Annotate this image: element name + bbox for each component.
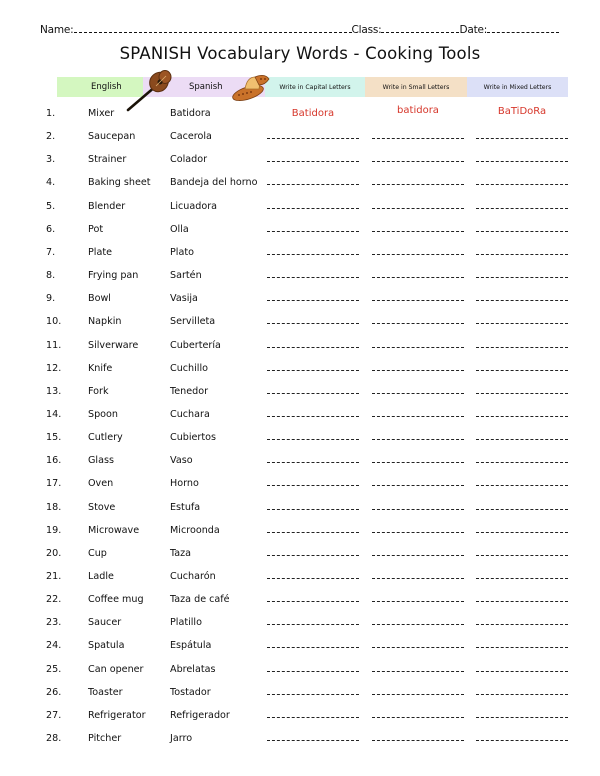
spanish-word: Platillo — [170, 617, 202, 629]
spanish-word: Cuchara — [170, 408, 210, 420]
spanish-word: Servilleta — [170, 316, 216, 328]
vocab-row — [0, 270, 600, 288]
small-answer-blank[interactable] — [372, 138, 464, 139]
spanish-word: Abrelatas — [170, 663, 216, 675]
vocab-row — [0, 363, 600, 381]
capital-answer-blank[interactable] — [267, 370, 359, 371]
english-word: Napkin — [88, 316, 122, 328]
spanish-word: Espátula — [170, 640, 212, 652]
english-word: Blender — [88, 200, 126, 212]
small-answer-blank[interactable] — [372, 462, 464, 463]
vocab-row — [0, 664, 600, 682]
spanish-word: Vasija — [170, 293, 198, 305]
mixed-answer-blank[interactable] — [476, 300, 568, 301]
small-answer-blank[interactable] — [372, 370, 464, 371]
mixed-answer-blank[interactable] — [476, 509, 568, 510]
english-word: Silverware — [88, 339, 139, 351]
capital-answer-blank[interactable] — [267, 138, 359, 139]
mixed-answer-blank[interactable] — [476, 624, 568, 625]
spanish-word: Tostador — [170, 686, 211, 698]
row-number: 28. — [46, 733, 62, 745]
mixed-answer-blank[interactable] — [476, 532, 568, 533]
mixed-answer-blank[interactable] — [476, 231, 568, 232]
student-info-line — [40, 23, 570, 39]
row-number: 18. — [46, 501, 62, 513]
vocab-row — [0, 525, 600, 543]
row-number: 2. — [46, 131, 56, 143]
row-number: 7. — [46, 246, 56, 258]
spanish-word: Cacerola — [170, 131, 212, 143]
mixed-answer-blank[interactable] — [476, 208, 568, 209]
vocab-row — [0, 432, 600, 450]
row-number: 6. — [46, 223, 56, 235]
vocab-row — [0, 409, 600, 427]
small-answer-blank[interactable] — [372, 601, 464, 602]
capital-answer-blank[interactable] — [267, 717, 359, 718]
row-number: 23. — [46, 617, 62, 629]
capital-answer-blank[interactable] — [267, 416, 359, 417]
spanish-word: Estufa — [170, 501, 201, 513]
spanish-word: Licuadora — [170, 200, 218, 212]
small-answer-blank[interactable] — [372, 717, 464, 718]
row-number: 11. — [46, 339, 62, 351]
mixed-answer-blank[interactable] — [476, 138, 568, 139]
mixed-answer-blank[interactable] — [476, 578, 568, 579]
row-number: 14. — [46, 408, 62, 420]
column-label-english: English — [91, 82, 122, 92]
english-word: Spatula — [88, 640, 125, 652]
class-field[interactable] — [381, 23, 459, 33]
mixed-answer-blank[interactable] — [476, 347, 568, 348]
capital-answer-blank[interactable] — [267, 532, 359, 533]
capital-answer-blank[interactable] — [267, 231, 359, 232]
row-number: 3. — [46, 154, 56, 166]
row-number: 13. — [46, 385, 62, 397]
row-number: 26. — [46, 686, 62, 698]
capital-answer-blank[interactable] — [267, 300, 359, 301]
capital-answer-blank[interactable] — [267, 161, 359, 162]
english-word: Bowl — [88, 293, 111, 305]
english-word: Saucepan — [88, 131, 136, 143]
mixed-answer-blank[interactable] — [476, 601, 568, 602]
spanish-word: Jarro — [170, 733, 193, 745]
class-label: Class: — [351, 24, 382, 36]
small-answer-blank[interactable] — [372, 323, 464, 324]
vocab-row — [0, 201, 600, 219]
mixed-answer-blank[interactable] — [476, 370, 568, 371]
mixed-answer-blank[interactable] — [476, 647, 568, 648]
small-answer-blank[interactable] — [372, 347, 464, 348]
vocab-row — [0, 733, 600, 751]
capital-answer-blank[interactable] — [267, 277, 359, 278]
vocab-row — [0, 640, 600, 658]
english-word: Stove — [88, 501, 116, 513]
mixed-answer-blank[interactable] — [476, 694, 568, 695]
row-number: 16. — [46, 455, 62, 467]
row-number: 20. — [46, 547, 62, 559]
example-small: batidora — [397, 105, 439, 116]
english-word: Saucer — [88, 617, 122, 629]
spanish-word: Plato — [170, 246, 194, 258]
spanish-word: Taza — [170, 547, 192, 559]
row-number: 21. — [46, 571, 62, 582]
vocab-row — [0, 131, 600, 149]
vocab-row — [0, 247, 600, 265]
small-answer-blank[interactable] — [372, 624, 464, 625]
vocab-row — [0, 548, 600, 566]
spanish-word: Olla — [170, 223, 189, 235]
column-header-capital: Write in Capital Letters — [265, 77, 365, 97]
small-answer-blank[interactable] — [372, 161, 464, 162]
small-answer-blank[interactable] — [372, 509, 464, 510]
spanish-word: Vaso — [170, 455, 193, 467]
vocab-row — [0, 154, 600, 172]
small-answer-blank[interactable] — [372, 208, 464, 209]
vocab-row — [0, 617, 600, 635]
capital-answer-blank[interactable] — [267, 462, 359, 463]
capital-answer-blank[interactable] — [267, 439, 359, 440]
spanish-word: Batidora — [170, 108, 211, 119]
english-word: Coffee mug — [88, 594, 144, 606]
capital-answer-blank[interactable] — [267, 601, 359, 602]
small-answer-blank[interactable] — [372, 184, 464, 185]
row-number: 1. — [46, 108, 56, 119]
mixed-answer-blank[interactable] — [476, 717, 568, 718]
small-answer-blank[interactable] — [372, 578, 464, 579]
vocab-row — [0, 340, 600, 358]
column-header-mixed: Write in Mixed Letters — [467, 77, 568, 97]
english-word: Ladle — [88, 571, 114, 582]
spanish-word: Refrigerador — [170, 709, 230, 721]
capital-answer-blank[interactable] — [267, 671, 359, 672]
mixed-answer-blank[interactable] — [476, 161, 568, 162]
capital-answer-blank[interactable] — [267, 578, 359, 579]
vocab-row — [0, 386, 600, 404]
row-number: 22. — [46, 594, 62, 606]
row-number: 4. — [46, 177, 56, 189]
row-number: 10. — [46, 316, 62, 328]
spanish-word: Microonda — [170, 524, 220, 536]
spanish-word: Cubertería — [170, 339, 221, 351]
vocab-row — [0, 687, 600, 705]
english-word: Plate — [88, 246, 112, 258]
vocab-row — [0, 594, 600, 612]
vocab-row — [0, 571, 600, 589]
row-number: 17. — [46, 478, 62, 490]
english-word: Knife — [88, 362, 113, 374]
mixed-answer-blank[interactable] — [476, 277, 568, 278]
mixed-answer-blank[interactable] — [476, 462, 568, 463]
sombrero-icon — [231, 71, 271, 101]
capital-answer-blank[interactable] — [267, 208, 359, 209]
spanish-word: Colador — [170, 154, 208, 166]
row-number: 5. — [46, 200, 56, 212]
vocab-row — [0, 710, 600, 728]
small-answer-blank[interactable] — [372, 647, 464, 648]
spanish-word: Cuchillo — [170, 362, 209, 374]
spanish-word: Sartén — [170, 270, 202, 282]
example-mixed: BaTiDoRa — [497, 106, 547, 117]
capital-answer-blank[interactable] — [267, 647, 359, 648]
date-field[interactable] — [487, 23, 559, 33]
vocab-row — [0, 478, 600, 496]
capital-answer-blank[interactable] — [267, 184, 359, 185]
vocab-row — [0, 224, 600, 242]
mixed-answer-blank[interactable] — [476, 485, 568, 486]
small-answer-blank[interactable] — [372, 277, 464, 278]
vocab-row — [0, 293, 600, 311]
small-answer-blank[interactable] — [372, 555, 464, 556]
mixed-answer-blank[interactable] — [476, 555, 568, 556]
english-word: Spoon — [88, 408, 118, 420]
mixed-answer-blank[interactable] — [476, 393, 568, 394]
english-word: Baking sheet — [88, 177, 151, 189]
english-word: Refrigerator — [88, 709, 146, 721]
spanish-word: Horno — [170, 478, 199, 490]
mixed-answer-blank[interactable] — [476, 671, 568, 672]
page-title: SPANISH Vocabulary Words - Cooking Tools — [119, 44, 481, 63]
english-word: Glass — [88, 455, 114, 467]
small-answer-blank[interactable] — [372, 532, 464, 533]
spanish-word: Tenedor — [170, 385, 209, 397]
english-word: Pot — [88, 223, 104, 235]
english-word: Oven — [88, 478, 114, 490]
guitar-icon — [126, 70, 176, 112]
mixed-answer-blank[interactable] — [476, 416, 568, 417]
column-label-spanish: Spanish — [189, 82, 223, 92]
capital-answer-blank[interactable] — [267, 509, 359, 510]
mixed-answer-blank[interactable] — [476, 740, 568, 741]
english-word: Can opener — [88, 663, 144, 675]
mixed-answer-blank[interactable] — [476, 323, 568, 324]
capital-answer-blank[interactable] — [267, 323, 359, 324]
name-label: Name: — [40, 24, 74, 36]
spanish-word: Cucharón — [170, 571, 216, 582]
small-answer-blank[interactable] — [372, 485, 464, 486]
row-number: 27. — [46, 709, 62, 721]
capital-answer-blank[interactable] — [267, 485, 359, 486]
capital-answer-blank[interactable] — [267, 694, 359, 695]
english-word: Cup — [88, 547, 107, 559]
small-answer-blank[interactable] — [372, 231, 464, 232]
small-answer-blank[interactable] — [372, 439, 464, 440]
vocab-row — [0, 455, 600, 473]
small-answer-blank[interactable] — [372, 671, 464, 672]
spanish-word: Taza de café — [170, 594, 230, 606]
small-answer-blank[interactable] — [372, 393, 464, 394]
capital-answer-blank[interactable] — [267, 555, 359, 556]
small-answer-blank[interactable] — [372, 254, 464, 255]
mixed-answer-blank[interactable] — [476, 254, 568, 255]
english-word: Cutlery — [88, 432, 123, 444]
date-label: Date: — [459, 24, 488, 36]
capital-answer-blank[interactable] — [267, 624, 359, 625]
row-number: 8. — [46, 270, 56, 282]
spanish-word: Bandeja del horno — [170, 177, 258, 189]
capital-answer-blank[interactable] — [267, 347, 359, 348]
mixed-answer-blank[interactable] — [476, 184, 568, 185]
vocab-row — [0, 177, 600, 195]
row-number: 19. — [46, 524, 62, 536]
row-number: 25. — [46, 663, 62, 675]
row-number: 24. — [46, 640, 62, 652]
example-capital: Batidora — [291, 108, 335, 119]
capital-answer-blank[interactable] — [267, 393, 359, 394]
english-word: Microwave — [88, 524, 140, 536]
english-word: Mixer — [88, 108, 115, 119]
small-answer-blank[interactable] — [372, 300, 464, 301]
row-number: 9. — [46, 293, 56, 305]
row-number: 15. — [46, 432, 62, 444]
small-answer-blank[interactable] — [372, 740, 464, 741]
capital-answer-blank[interactable] — [267, 254, 359, 255]
column-header-small: Write in Small Letters — [365, 77, 467, 97]
vocab-row — [0, 502, 600, 520]
mixed-answer-blank[interactable] — [476, 439, 568, 440]
row-number: 12. — [46, 362, 62, 374]
english-word: Strainer — [88, 154, 127, 166]
spanish-word: Cubiertos — [170, 432, 217, 444]
name-field[interactable] — [74, 23, 352, 33]
vocab-row — [0, 316, 600, 334]
vocab-row — [0, 105, 600, 126]
english-word: Pitcher — [88, 733, 122, 745]
english-word: Toaster — [88, 686, 123, 698]
capital-answer-blank[interactable] — [267, 740, 359, 741]
english-word: Frying pan — [88, 270, 139, 282]
small-answer-blank[interactable] — [372, 416, 464, 417]
english-word: Fork — [88, 385, 109, 397]
small-answer-blank[interactable] — [372, 694, 464, 695]
